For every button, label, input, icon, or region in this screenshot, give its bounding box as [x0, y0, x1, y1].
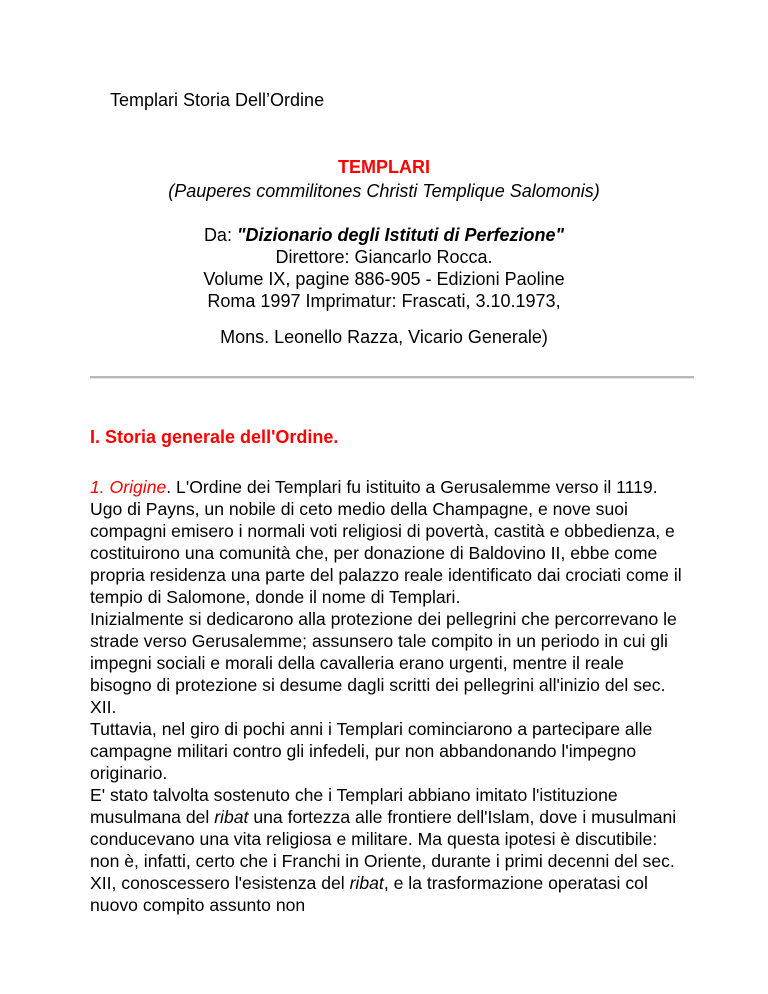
source-title: "Dizionario degli Istituti di Perfezione": [236, 225, 565, 245]
section-heading: I. Storia generale dell'Ordine.: [90, 427, 339, 447]
imprimatur-line: Roma 1997 Imprimatur: Frascati, 3.10.1973,: [207, 291, 561, 311]
paragraph-1-text: . L'Ordine dei Templari fu istituito a Gerusalemme verso il 1119. Ugo di Payns, un nobile di ceto medio della Champagne, e nove suoi compagni emisero i normali voti religiosi di povertà, castità e obbedienza, e costituirono una comunità che, per donazione di Baldovino II, ebbe come propria residenza una parte del palazzo reale identificato dai crociati come il tempio di Salomone, donde il nome di Templari.: [90, 477, 682, 607]
paragraph-4: [90, 784, 690, 916]
source-line: [0, 224, 768, 246]
origin-label: 1. Origine: [90, 477, 167, 497]
paragraph-3: Tuttavia, nel giro di pochi anni i Templari cominciarono a partecipare alle campagne militari contro gli infedeli, pur non abbandonando l'impegno originario.: [90, 719, 653, 783]
horizontal-divider: [90, 376, 694, 379]
latin-subtitle: (Pauperes commilitones Christi Templique Salomonis): [168, 181, 600, 201]
volume-line: Volume IX, pagine 886-905 - Edizioni Paoline: [203, 269, 565, 289]
ribat-term: ribat: [214, 807, 249, 827]
paragraph-4-part-c: , e la trasformazione operatasi col nuovo compito assunto non: [90, 873, 648, 915]
main-title: TEMPLARI: [338, 157, 430, 177]
body-text: [90, 476, 690, 916]
director-line: Direttore: Giancarlo Rocca.: [275, 247, 493, 267]
paragraph-2: Inizialmente si dedicarono alla protezione dei pellegrini che percorrevano le strade verso Gerusalemme; assunsero tale compito in un periodo in cui gli impegni sociali e morali della cavalleria erano urgenti, mentre il reale bisogno di protezione si desume dagli scritti dei pellegrini all'inizio del sec. XII.: [90, 609, 677, 717]
paragraph-4-part-b: una fortezza alle frontiere dell'Islam, dove i musulmani conducevano una vita religiosa e militare. Ma questa ipotesi è discutibile: non è, infatti, certo che i Franchi in Oriente, durante i primi decenni del sec. XII, conoscessero l'esistenza del: [90, 807, 677, 893]
paragraph-4-part-a: E' stato talvolta sostenuto che i Templari abbiano imitato l'istituzione musulmana del: [90, 785, 618, 827]
source-block: [0, 224, 768, 312]
document-title: Templari Storia Dell’Ordine: [110, 90, 325, 110]
mons-line: Mons. Leonello Razza, Vicario Generale): [220, 327, 548, 347]
ribat-term: ribat: [349, 873, 384, 893]
paragraph-origin: [90, 476, 690, 608]
source-prefix: Da:: [203, 225, 237, 245]
